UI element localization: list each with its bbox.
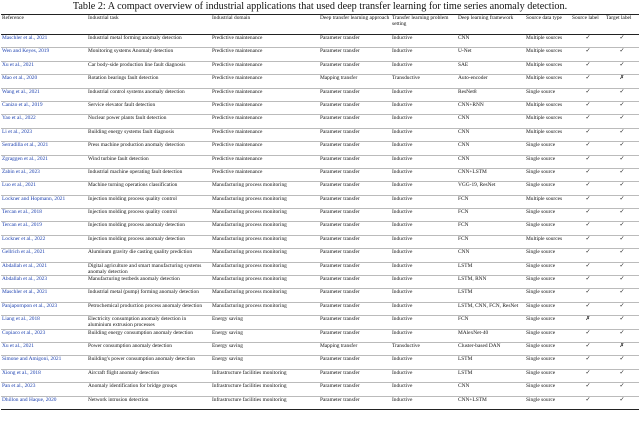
target-label-cell: ✗	[605, 343, 639, 356]
target-label-cell: ✓	[605, 128, 639, 141]
domain-cell: Infrastructure facilities monitoring	[211, 369, 319, 382]
table-row	[1, 61, 639, 74]
reference-cell[interactable]: Wen and Keyes, 2019	[1, 48, 87, 61]
source-type-cell: Single source	[525, 209, 571, 222]
reference-cell[interactable]: Zabin et al., 2023	[1, 168, 87, 181]
source-label-cell: ✓	[571, 343, 605, 356]
source-type-cell: Multiple sources	[525, 195, 571, 208]
approach-cell: Parameter transfer	[319, 222, 391, 235]
task-cell: Industrial metal forming anomaly detection	[87, 35, 211, 48]
target-label-cell: ✓	[605, 88, 639, 101]
approach-cell: Parameter transfer	[319, 115, 391, 128]
task-cell: Rotation bearings fault detection	[87, 75, 211, 88]
framework-cell: FCN	[457, 235, 525, 248]
framework-cell: ResNet8	[457, 88, 525, 101]
framework-cell: CNN+LSTM	[457, 396, 525, 409]
approach-cell: Parameter transfer	[319, 61, 391, 74]
reference-cell[interactable]: Zgraggen et al., 2021	[1, 155, 87, 168]
setting-cell: Inductive	[391, 182, 457, 195]
reference-cell[interactable]: Panjapornpon et al., 2023	[1, 302, 87, 315]
framework-cell: FCN	[457, 222, 525, 235]
reference-cell[interactable]: Xiong et al., 2018	[1, 369, 87, 382]
table-row	[1, 262, 639, 275]
header-cell: Deep learning framework	[457, 15, 525, 35]
source-type-cell: Single source	[525, 383, 571, 396]
source-type-cell: Single source	[525, 276, 571, 289]
source-label-cell: ✓	[571, 182, 605, 195]
approach-cell: Parameter transfer	[319, 316, 391, 329]
setting-cell: Inductive	[391, 235, 457, 248]
table-caption: Table 2: A compact overview of industrial applications that used deep transfer learning for time series anomaly detection.	[72, 1, 568, 12]
task-cell: Network intrusion detection	[87, 396, 211, 409]
approach-cell: Parameter transfer	[319, 128, 391, 141]
domain-cell: Infrastructure facilities monitoring	[211, 383, 319, 396]
source-label-cell: ✓	[571, 101, 605, 114]
task-cell: Machine turning operations classification	[87, 182, 211, 195]
target-label-cell: ✓	[605, 249, 639, 262]
setting-cell: Inductive	[391, 88, 457, 101]
domain-cell: Predictive maintenance	[211, 128, 319, 141]
source-label-cell: ✓	[571, 235, 605, 248]
reference-cell[interactable]: Xu et al., 2021	[1, 343, 87, 356]
source-label-cell: ✓	[571, 369, 605, 382]
approach-cell: Parameter transfer	[319, 48, 391, 61]
reference-cell[interactable]: Canizo et al., 2019	[1, 101, 87, 114]
domain-cell: Predictive maintenance	[211, 61, 319, 74]
setting-cell: Inductive	[391, 383, 457, 396]
setting-cell: Inductive	[391, 329, 457, 342]
target-label-cell: ✓	[605, 369, 639, 382]
target-label-cell: ✓	[605, 316, 639, 329]
header-cell: Deep transfer learning approach	[319, 15, 391, 35]
header-cell: Industrial domain	[211, 15, 319, 35]
source-type-cell: Single source	[525, 356, 571, 369]
reference-cell[interactable]: Luo et al., 2021	[1, 182, 87, 195]
task-cell: Injection molding process anomaly detection	[87, 222, 211, 235]
framework-cell: CNN	[457, 249, 525, 262]
source-type-cell: Multiple sources	[525, 101, 571, 114]
framework-cell: LSTM	[457, 356, 525, 369]
target-label-cell: ✓	[605, 302, 639, 315]
task-cell: Anomaly identification for bridge groups	[87, 383, 211, 396]
setting-cell: Inductive	[391, 35, 457, 48]
target-label-cell: ✓	[605, 356, 639, 369]
domain-cell: Manufacturing process monitoring	[211, 209, 319, 222]
source-type-cell: Multiple sources	[525, 35, 571, 48]
source-type-cell: Single source	[525, 343, 571, 356]
approach-cell: Parameter transfer	[319, 383, 391, 396]
header-cell: Transfer learning problem setting	[391, 15, 457, 35]
task-cell: Monitoring systems Anomaly detection	[87, 48, 211, 61]
source-type-cell: Single source	[525, 302, 571, 315]
task-cell: Press machine production anomaly detection	[87, 142, 211, 155]
source-label-cell: ✓	[571, 276, 605, 289]
reference-cell[interactable]: Yao et al., 2022	[1, 115, 87, 128]
framework-cell: LSTM	[457, 369, 525, 382]
approach-cell: Mapping transfer	[319, 343, 391, 356]
source-type-cell: Single source	[525, 182, 571, 195]
target-label-cell: ✓	[605, 396, 639, 409]
approach-cell: Parameter transfer	[319, 289, 391, 302]
framework-cell: SAE	[457, 61, 525, 74]
task-cell: Service elevator fault detection	[87, 101, 211, 114]
source-label-cell: ✓	[571, 396, 605, 409]
setting-cell: Inductive	[391, 396, 457, 409]
framework-cell: Cluster-based DAN	[457, 343, 525, 356]
approach-cell: Parameter transfer	[319, 35, 391, 48]
reference-cell[interactable]: Tercan et al., 2018	[1, 209, 87, 222]
reference-cell[interactable]: Maschler et al., 2021	[1, 35, 87, 48]
target-label-cell: ✓	[605, 209, 639, 222]
framework-cell: FCN	[457, 195, 525, 208]
source-type-cell: Multiple sources	[525, 128, 571, 141]
target-label-cell: ✓	[605, 289, 639, 302]
source-type-cell: Single source	[525, 289, 571, 302]
framework-cell: U-Net	[457, 48, 525, 61]
approach-cell: Parameter transfer	[319, 195, 391, 208]
source-label-cell: ✓	[571, 262, 605, 275]
domain-cell: Predictive maintenance	[211, 155, 319, 168]
table-row	[1, 128, 639, 141]
table-row	[1, 343, 639, 356]
approach-cell: Parameter transfer	[319, 396, 391, 409]
source-label-cell: ✓	[571, 329, 605, 342]
table-row	[1, 195, 639, 208]
framework-cell: CNN	[457, 35, 525, 48]
source-type-cell: Single source	[525, 329, 571, 342]
target-label-cell: ✓	[605, 48, 639, 61]
reference-cell[interactable]: Tercan et al., 2019	[1, 222, 87, 235]
task-cell: Building energy systems fault diagnosis	[87, 128, 211, 141]
task-cell: Nuclear power plants fault detection	[87, 115, 211, 128]
framework-cell: LSTM	[457, 289, 525, 302]
task-cell: Car body-side production line fault diagnosis	[87, 61, 211, 74]
approach-cell: Mapping transfer	[319, 75, 391, 88]
domain-cell: Manufacturing process monitoring	[211, 276, 319, 289]
task-cell: Building's power consumption anomaly detection	[87, 356, 211, 369]
approach-cell: Parameter transfer	[319, 276, 391, 289]
domain-cell: Energy saving	[211, 343, 319, 356]
setting-cell: Inductive	[391, 222, 457, 235]
source-label-cell: ✓	[571, 115, 605, 128]
approach-cell: Parameter transfer	[319, 182, 391, 195]
table-row	[1, 289, 639, 302]
domain-cell: Manufacturing process monitoring	[211, 222, 319, 235]
source-label-cell: ✓	[571, 302, 605, 315]
approach-cell: Parameter transfer	[319, 329, 391, 342]
header-cell: Source label	[571, 15, 605, 35]
task-cell: Industrial metal (pump) forming anomaly detection	[87, 289, 211, 302]
domain-cell: Energy saving	[211, 316, 319, 329]
setting-cell: Inductive	[391, 249, 457, 262]
approach-cell: Parameter transfer	[319, 88, 391, 101]
table-row	[1, 222, 639, 235]
table-row	[1, 276, 639, 289]
setting-cell: Inductive	[391, 195, 457, 208]
table-row	[1, 75, 639, 88]
setting-cell: Inductive	[391, 302, 457, 315]
domain-cell: Predictive maintenance	[211, 75, 319, 88]
table-row	[1, 168, 639, 181]
task-cell: Aluminum gravity die casting quality prediction	[87, 249, 211, 262]
reference-cell[interactable]: Lockner and Hopmann, 2021	[1, 195, 87, 208]
task-cell: Injection molding process anomaly detection	[87, 235, 211, 248]
setting-cell: Inductive	[391, 289, 457, 302]
task-cell: Power consumption anomaly detection	[87, 343, 211, 356]
applications-table	[1, 14, 639, 410]
reference-cell[interactable]: Wang et al., 2021	[1, 88, 87, 101]
framework-cell: CNN	[457, 142, 525, 155]
source-label-cell: ✓	[571, 383, 605, 396]
reference-cell[interactable]: Abdallah et al., 2021	[1, 262, 87, 275]
table-row	[1, 101, 639, 114]
setting-cell: Inductive	[391, 61, 457, 74]
framework-cell: LSTM, CNN, FCN, ResNet	[457, 302, 525, 315]
reference-cell[interactable]: Li et al., 2023	[1, 128, 87, 141]
source-type-cell: Multiple sources	[525, 235, 571, 248]
setting-cell: Transductive	[391, 343, 457, 356]
framework-cell: VGG-19, ResNet	[457, 182, 525, 195]
source-type-cell: Single source	[525, 88, 571, 101]
source-type-cell: Single source	[525, 249, 571, 262]
table-row	[1, 356, 639, 369]
target-label-cell: ✓	[605, 168, 639, 181]
table-row	[1, 142, 639, 155]
source-label-cell: ✓	[571, 249, 605, 262]
approach-cell: Parameter transfer	[319, 235, 391, 248]
framework-cell: CNN	[457, 383, 525, 396]
target-label-cell: ✓	[605, 329, 639, 342]
reference-cell[interactable]: Abdallah et al., 2023	[1, 276, 87, 289]
task-cell: Building energy consumption anomaly detection	[87, 329, 211, 342]
reference-cell[interactable]: Xu et al., 2021	[1, 61, 87, 74]
source-type-cell: Multiple sources	[525, 48, 571, 61]
table-row	[1, 235, 639, 248]
target-label-cell: ✓	[605, 222, 639, 235]
reference-cell[interactable]: Serradilla et al., 2021	[1, 142, 87, 155]
table-body	[1, 35, 639, 410]
domain-cell: Infrastructure facilities monitoring	[211, 396, 319, 409]
domain-cell: Manufacturing process monitoring	[211, 249, 319, 262]
approach-cell: Parameter transfer	[319, 262, 391, 275]
source-type-cell: Single source	[525, 142, 571, 155]
framework-cell: FCN	[457, 209, 525, 222]
source-label-cell: ✓	[571, 88, 605, 101]
framework-cell: LSTM, RNN	[457, 276, 525, 289]
framework-cell: CNN+RNN	[457, 101, 525, 114]
source-label-cell: ✓	[571, 48, 605, 61]
domain-cell: Predictive maintenance	[211, 88, 319, 101]
task-cell: Manufacturing testbeds anomaly detection	[87, 276, 211, 289]
setting-cell: Inductive	[391, 209, 457, 222]
setting-cell: Inductive	[391, 155, 457, 168]
header-cell: Target label	[605, 15, 639, 35]
source-label-cell: ✓	[571, 289, 605, 302]
source-type-cell: Single source	[525, 396, 571, 409]
reference-cell[interactable]: Maschler et al., 2021	[1, 289, 87, 302]
setting-cell: Inductive	[391, 369, 457, 382]
target-label-cell: ✓	[605, 383, 639, 396]
target-label-cell: ✓	[605, 155, 639, 168]
reference-cell[interactable]: Copiaco et al., 2023	[1, 329, 87, 342]
target-label-cell: ✓	[605, 182, 639, 195]
source-label-cell: ✓	[571, 222, 605, 235]
task-cell: Aircraft flight anomaly detection	[87, 369, 211, 382]
domain-cell: Manufacturing process monitoring	[211, 289, 319, 302]
table-row	[1, 35, 639, 48]
target-label-cell: ✗	[605, 75, 639, 88]
target-label-cell: ✓	[605, 101, 639, 114]
framework-cell: FCN	[457, 316, 525, 329]
task-cell: Industrial control systems anomaly detection	[87, 88, 211, 101]
domain-cell: Energy saving	[211, 329, 319, 342]
approach-cell: Parameter transfer	[319, 249, 391, 262]
target-label-cell: ✓	[605, 262, 639, 275]
source-label-cell: ✓	[571, 356, 605, 369]
setting-cell: Inductive	[391, 276, 457, 289]
header-row	[1, 15, 639, 35]
setting-cell: Inductive	[391, 115, 457, 128]
approach-cell: Parameter transfer	[319, 356, 391, 369]
domain-cell: Manufacturing process monitoring	[211, 302, 319, 315]
table-row	[1, 182, 639, 195]
table-row	[1, 115, 639, 128]
target-label-cell: ✓	[605, 61, 639, 74]
framework-cell: CNN	[457, 155, 525, 168]
setting-cell: Inductive	[391, 168, 457, 181]
source-type-cell: Single source	[525, 262, 571, 275]
source-label-cell: ✓	[571, 61, 605, 74]
source-label-cell: ✓	[571, 155, 605, 168]
task-cell: Injection molding process quality control	[87, 195, 211, 208]
setting-cell: Inductive	[391, 128, 457, 141]
source-type-cell: Single source	[525, 168, 571, 181]
source-type-cell: Single source	[525, 369, 571, 382]
target-label-cell: ✓	[605, 276, 639, 289]
table-row	[1, 48, 639, 61]
approach-cell: Parameter transfer	[319, 155, 391, 168]
header-cell: Industrial task	[87, 15, 211, 35]
setting-cell: Inductive	[391, 356, 457, 369]
domain-cell: Energy saving	[211, 356, 319, 369]
framework-cell: CNN	[457, 128, 525, 141]
source-type-cell: Single source	[525, 155, 571, 168]
reference-cell[interactable]: Gellrich et al., 2021	[1, 249, 87, 262]
setting-cell: Inductive	[391, 48, 457, 61]
source-label-cell: ✓	[571, 168, 605, 181]
approach-cell: Parameter transfer	[319, 369, 391, 382]
setting-cell: Inductive	[391, 316, 457, 329]
reference-cell[interactable]: Mao et al., 2020	[1, 75, 87, 88]
approach-cell: Parameter transfer	[319, 302, 391, 315]
header-cell: Source data type	[525, 15, 571, 35]
framework-cell: MAlexNet-40	[457, 329, 525, 342]
task-cell: Electricity consumption anomaly detection in aluminium extrusion processes	[87, 316, 211, 329]
table-row	[1, 329, 639, 342]
framework-cell: Auto-encoder	[457, 75, 525, 88]
task-cell: Industrial machine operating fault detection	[87, 168, 211, 181]
setting-cell: Inductive	[391, 142, 457, 155]
domain-cell: Predictive maintenance	[211, 115, 319, 128]
approach-cell: Parameter transfer	[319, 142, 391, 155]
table-row	[1, 396, 639, 409]
table-row	[1, 369, 639, 382]
reference-cell[interactable]: Liang et al., 2018	[1, 316, 87, 329]
source-label-cell: ✓	[571, 35, 605, 48]
target-label-cell: ✓	[605, 142, 639, 155]
table-row	[1, 249, 639, 262]
target-label-cell: ✓	[605, 115, 639, 128]
domain-cell: Predictive maintenance	[211, 101, 319, 114]
domain-cell: Manufacturing process monitoring	[211, 182, 319, 195]
source-label-cell: ✓	[571, 142, 605, 155]
domain-cell: Predictive maintenance	[211, 48, 319, 61]
approach-cell: Parameter transfer	[319, 209, 391, 222]
setting-cell: Transductive	[391, 75, 457, 88]
source-label-cell: ✗	[571, 316, 605, 329]
reference-cell[interactable]: Dhillon and Haque, 2020	[1, 396, 87, 409]
source-type-cell: Single source	[525, 316, 571, 329]
approach-cell: Parameter transfer	[319, 101, 391, 114]
reference-cell[interactable]: Pan et al., 2023	[1, 383, 87, 396]
source-type-cell: Single source	[525, 222, 571, 235]
table-row	[1, 88, 639, 101]
task-cell: Digital agriculture and smart manufacturing systems anomaly detection	[87, 262, 211, 275]
source-type-cell: Multiple sources	[525, 75, 571, 88]
table-row	[1, 383, 639, 396]
source-label-cell: ✓	[571, 128, 605, 141]
table-row	[1, 209, 639, 222]
domain-cell: Manufacturing process monitoring	[211, 262, 319, 275]
domain-cell: Predictive maintenance	[211, 168, 319, 181]
source-label-cell: ✓	[571, 195, 605, 208]
task-cell: Injection molding process quality control	[87, 209, 211, 222]
reference-cell[interactable]: Simone and Amigoni, 2021	[1, 356, 87, 369]
approach-cell: Parameter transfer	[319, 168, 391, 181]
reference-cell[interactable]: Lockner et al., 2022	[1, 235, 87, 248]
domain-cell: Predictive maintenance	[211, 35, 319, 48]
framework-cell: LSTM	[457, 262, 525, 275]
table-row	[1, 302, 639, 315]
domain-cell: Manufacturing process monitoring	[211, 195, 319, 208]
target-label-cell: ✓	[605, 195, 639, 208]
framework-cell: CNN+LSTM	[457, 168, 525, 181]
task-cell: Wind turbine fault detection	[87, 155, 211, 168]
source-type-cell: Multiple sources	[525, 61, 571, 74]
setting-cell: Inductive	[391, 101, 457, 114]
framework-cell: CNN	[457, 115, 525, 128]
table-row	[1, 316, 639, 329]
setting-cell: Inductive	[391, 262, 457, 275]
domain-cell: Manufacturing process monitoring	[211, 235, 319, 248]
header-cell: Reference	[1, 15, 87, 35]
source-type-cell: Multiple sources	[525, 115, 571, 128]
source-label-cell: ✓	[571, 209, 605, 222]
domain-cell: Predictive maintenance	[211, 142, 319, 155]
target-label-cell: ✓	[605, 235, 639, 248]
table-row	[1, 155, 639, 168]
target-label-cell: ✓	[605, 35, 639, 48]
source-label-cell: ✓	[571, 75, 605, 88]
task-cell: Petrochemical production process anomaly detection	[87, 302, 211, 315]
